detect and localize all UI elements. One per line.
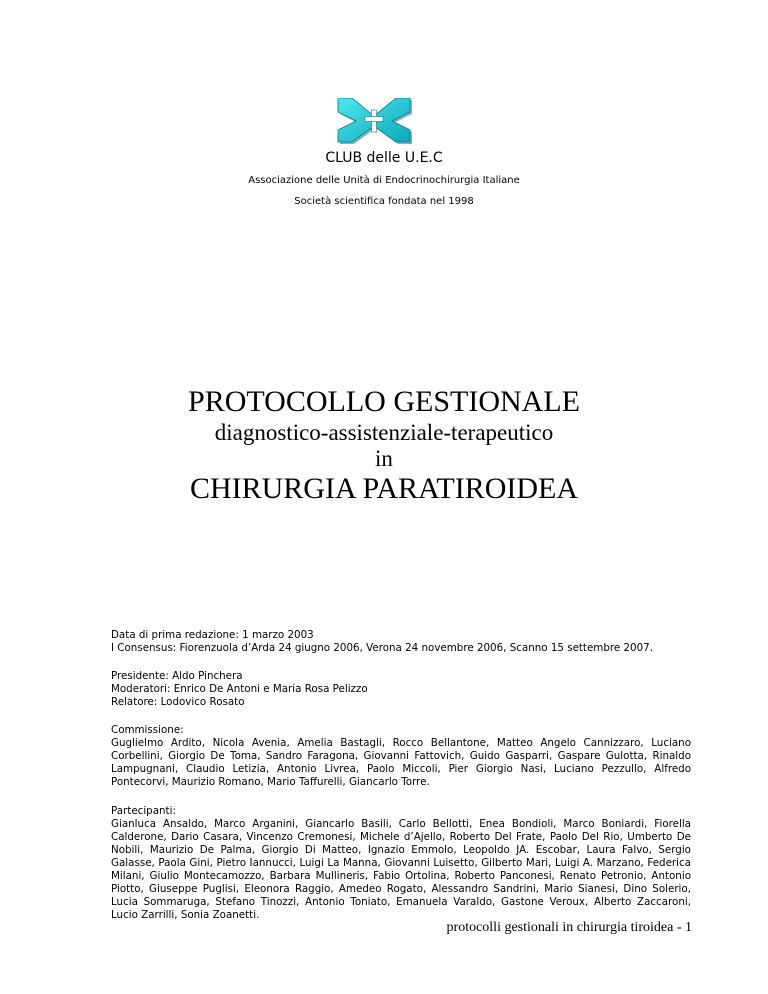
topic-title: CHIRURGIA PARATIROIDEA bbox=[189, 472, 579, 505]
consensus-dates: I Consensus: Fiorenzuola d’Arda 24 giugno 2006, Verona 24 novembre 2006, Scanno 15 settembre 2007. bbox=[111, 642, 653, 654]
main-title: PROTOCOLLO GESTIONALE bbox=[188, 385, 580, 418]
subtitle: diagnostico-assistenziale-terapeutico bbox=[214, 420, 554, 445]
dates-block bbox=[111, 629, 691, 655]
society-founded-note: Società scientifica fondata nel 1998 bbox=[294, 196, 474, 207]
commission-heading: Commissione: bbox=[111, 724, 184, 736]
association-name: Associazione delle Unità di Endocrinochirurgia Italiane bbox=[248, 175, 520, 186]
club-title: CLUB delle U.E.C bbox=[325, 150, 443, 166]
commission-members: Guglielmo Ardito, Nicola Avenia, Amelia Bastagli, Rocco Bellantone, Matteo Angelo Cannizzaro, Luciano Corbellini, Giorgio De Toma, Sandro Faragona, Giovanni Fattovich, Guido Gasparri, Gaspare Gulotta, Rinaldo Lampugnani, Claudio Letizia, Antonio Livrea, Paolo Miccoli, Pier Giorgio Nasi, Luciano Pezzullo, Alfredo Pontecorvi, Maurizio Romano, Mario Taffurelli, Giancarlo Torre. bbox=[111, 737, 691, 788]
first-draft-date: Data di prima redazione: 1 marzo 2003 bbox=[111, 629, 314, 641]
title-connector: in bbox=[375, 446, 393, 471]
participants-block bbox=[111, 805, 691, 922]
president: Presidente: Aldo Pinchera bbox=[111, 670, 243, 682]
page-footer: protocolli gestionali in chirurgia tiroidea - 1 bbox=[446, 920, 692, 935]
participants-members: Gianluca Ansaldo, Marco Arganini, Giancarlo Basili, Carlo Bellotti, Enea Bondioli, Marco Boniardi, Fiorella Calderone, Dario Casara, Vincenzo Cremonesi, Michele d’Ajello, Roberto Del Frate, Paolo Del Rio, Umberto De Nobili, Maurizio De Palma, Giorgio Di Matteo, Ignazio Emmolo, Leopoldo JA. Escobar, Laura Falvo, Sergio Galasse, Paola Gini, Pietro Iannucci, Luigi La Manna, Giovanni Luisetto, Gilberto Mari, Luigi A. Marzano, Federica Milani, Giulio Montecamozzo, Barbara Mullineris, Fabio Ortolina, Roberto Panconesi, Renato Petronio, Antonio Piotto, Giuseppe Puglisi, Eleonora Raggio, Amedeo Rogato, Alessandro Sandrini, Mario Sianesi, Dino Solerio, Lucia Sommaruga, Stefano Tinozzi, Antonio Toniato, Emanuela Varaldo, Gastone Veroux, Alberto Zaccaroni, Lucio Zarrilli, Sonia Zoanetti. bbox=[111, 818, 691, 921]
moderators: Moderatori: Enrico De Antoni e Maria Rosa Pelizzo bbox=[111, 683, 368, 695]
commission-block bbox=[111, 724, 691, 789]
participants-heading: Partecipanti: bbox=[111, 805, 176, 817]
speaker: Relatore: Lodovico Rosato bbox=[111, 696, 245, 708]
roles-block bbox=[111, 670, 691, 709]
uec-logo-icon bbox=[336, 98, 412, 144]
